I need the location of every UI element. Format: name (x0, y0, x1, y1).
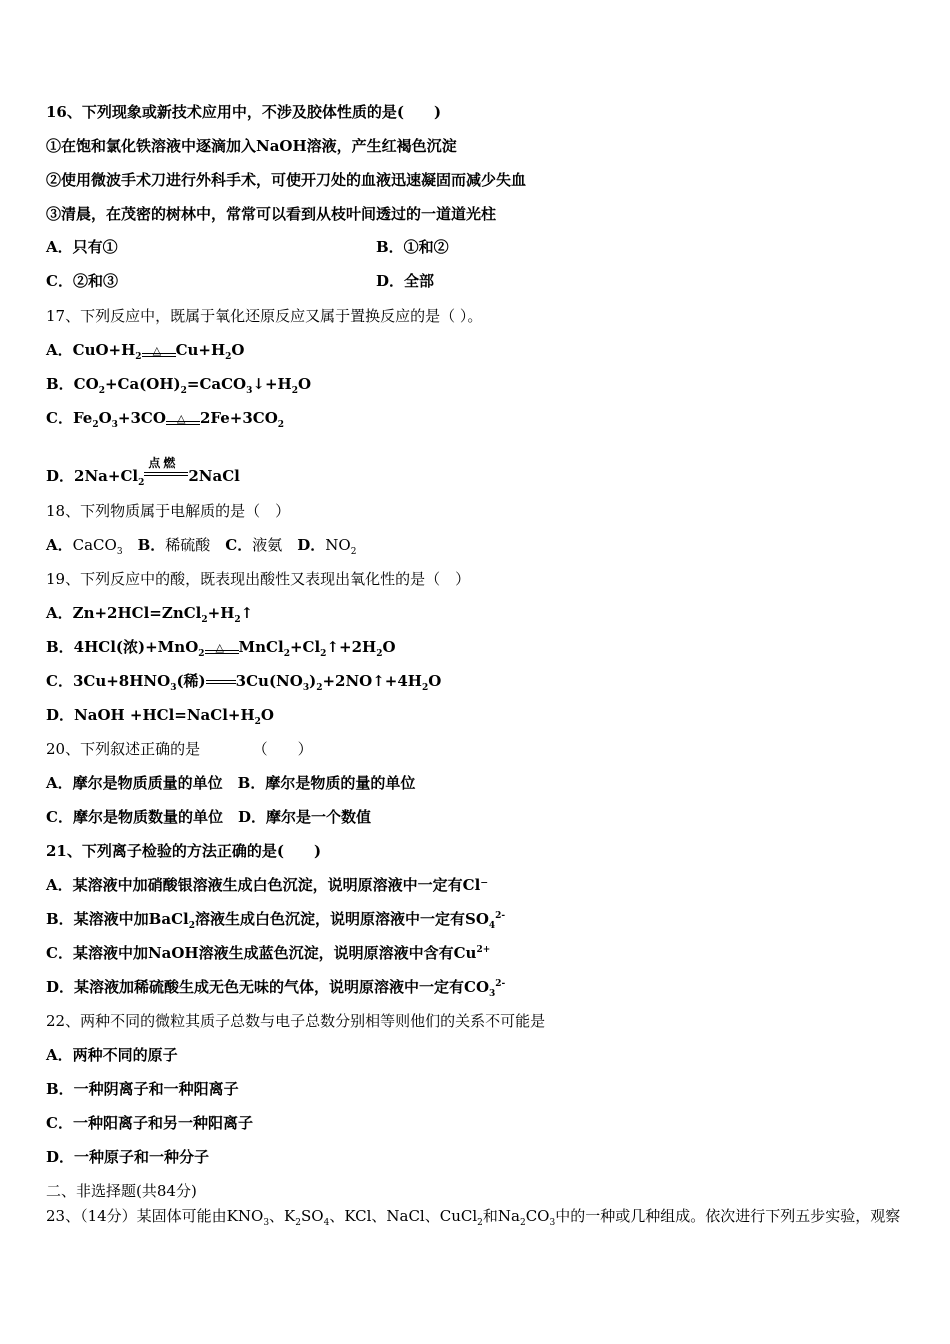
q23-stem: 23、（14分）某固体可能由$KNO_3$、$K_2SO_4$、KCl、NaCl、CuCl$_2$和$Na_2CO_3$中的一种或几种组成。依次进行下列五步实验，观察 (46, 1207, 901, 1228)
q21-option-c: C．某溶液中加NaOH溶液生成蓝色沉淀，说明原溶液中含有$Cu^{2+}$ (46, 944, 491, 962)
q22-option-c: C．一种阳离子和另一种阳离子 (46, 1114, 253, 1132)
q16-option-a: A．只有① (46, 238, 118, 256)
q16-option-b: B．①和② (376, 238, 449, 256)
q18-stem: 18、下列物质属于电解质的是（ ） (46, 502, 291, 520)
q16-stem: 16、下列现象或新技术应用中，不涉及胶体性质的是( ) (46, 103, 442, 121)
q19-option-b: B．4HCl(浓)+MnO$_2$ △ $MnCl_2+Cl_2↑+2H_2O$ (46, 638, 396, 659)
q22-option-d: D．一种原子和一种分子 (46, 1148, 210, 1166)
q16-item-3: ③清晨，在茂密的树林中，常常可以看到从枝叶间透过的一道道光柱 (46, 205, 497, 223)
section-heading: 二、非选择题(共84分) (46, 1182, 197, 1200)
equals-sign (206, 677, 236, 687)
q22-stem: 22、两种不同的微粒其质子总数与电子总数分别相等则他们的关系不可能是 (46, 1012, 546, 1030)
q21-option-d: D．某溶液加稀硫酸生成无色无味的气体，说明原溶液中一定有$CO_3^{2-}$ (46, 978, 506, 999)
q20-options-ab: A．摩尔是物质质量的单位 B．摩尔是物质的量的单位 (46, 774, 416, 792)
q17-option-b: B．$CO_2+Ca(OH)_2=CaCO_3↓+H_2O$ (46, 375, 312, 396)
q20-options-cd: C．摩尔是物质数量的单位 D．摩尔是一个数值 (46, 808, 371, 826)
heat-equals-sign: △ (205, 641, 239, 655)
q19-option-c: C．$3Cu+8HNO_3$(稀) $3Cu(NO_3)_2+2NO↑+4H_2O$ (46, 672, 442, 693)
heat-equals-sign: △ (166, 412, 200, 426)
q22-option-a: A．两种不同的原子 (46, 1046, 178, 1064)
q16-item-2: ②使用微波手术刀进行外科手术，可使开刀处的血液迅速凝固而减少失血 (46, 171, 527, 189)
q16-item-1: ①在饱和氯化铁溶液中逐滴加入NaOH溶液，产生红褐色沉淀 (46, 137, 457, 155)
q18-options: A．CaCO$_3$ B．稀硫酸 C．液氨 D．$NO_2$ (46, 536, 357, 557)
ignite-equals-sign: 点燃 (144, 455, 188, 485)
q21-stem: 21、下列离子检验的方法正确的是( ) (46, 842, 322, 860)
q16-option-d: D．全部 (376, 272, 435, 290)
q22-option-b: B．一种阴离子和一种阳离子 (46, 1080, 239, 1098)
q16-option-c: C．②和③ (46, 272, 118, 290)
q17-stem: 17、下列反应中，既属于氧化还原反应又属于置换反应的是（ ）。 (46, 307, 483, 325)
q17-option-c: C．$Fe_2O_3+3CO$ △ $2Fe+3CO_2$ (46, 409, 285, 430)
q17-option-d: D．$2Na+Cl_2$ 点燃 2NaCl (46, 456, 240, 488)
q21-option-a: A．某溶液中加硝酸银溶液生成白色沉淀，说明原溶液中一定有Cl⁻ (46, 876, 489, 894)
q20-stem: 20、下列叙述正确的是 （ ） (46, 740, 313, 758)
q19-stem: 19、下列反应中的酸，既表现出酸性又表现出氧化性的是（ ） (46, 570, 471, 588)
q17-option-a: A．$CuO+H_2$ △ $Cu+H_2O$ (46, 341, 245, 362)
q19-option-a: A．$Zn+2HCl=ZnCl_2+H_2↑$ (46, 604, 254, 625)
q21-option-b: B．某溶液中加BaCl$_2$溶液生成白色沉淀，说明原溶液中一定有$SO_4^{2-}$ (46, 910, 506, 931)
q19-option-d: D．NaOH $+HCl=NaCl+H_2O$ (46, 706, 274, 727)
heat-equals-sign: △ (142, 344, 176, 358)
